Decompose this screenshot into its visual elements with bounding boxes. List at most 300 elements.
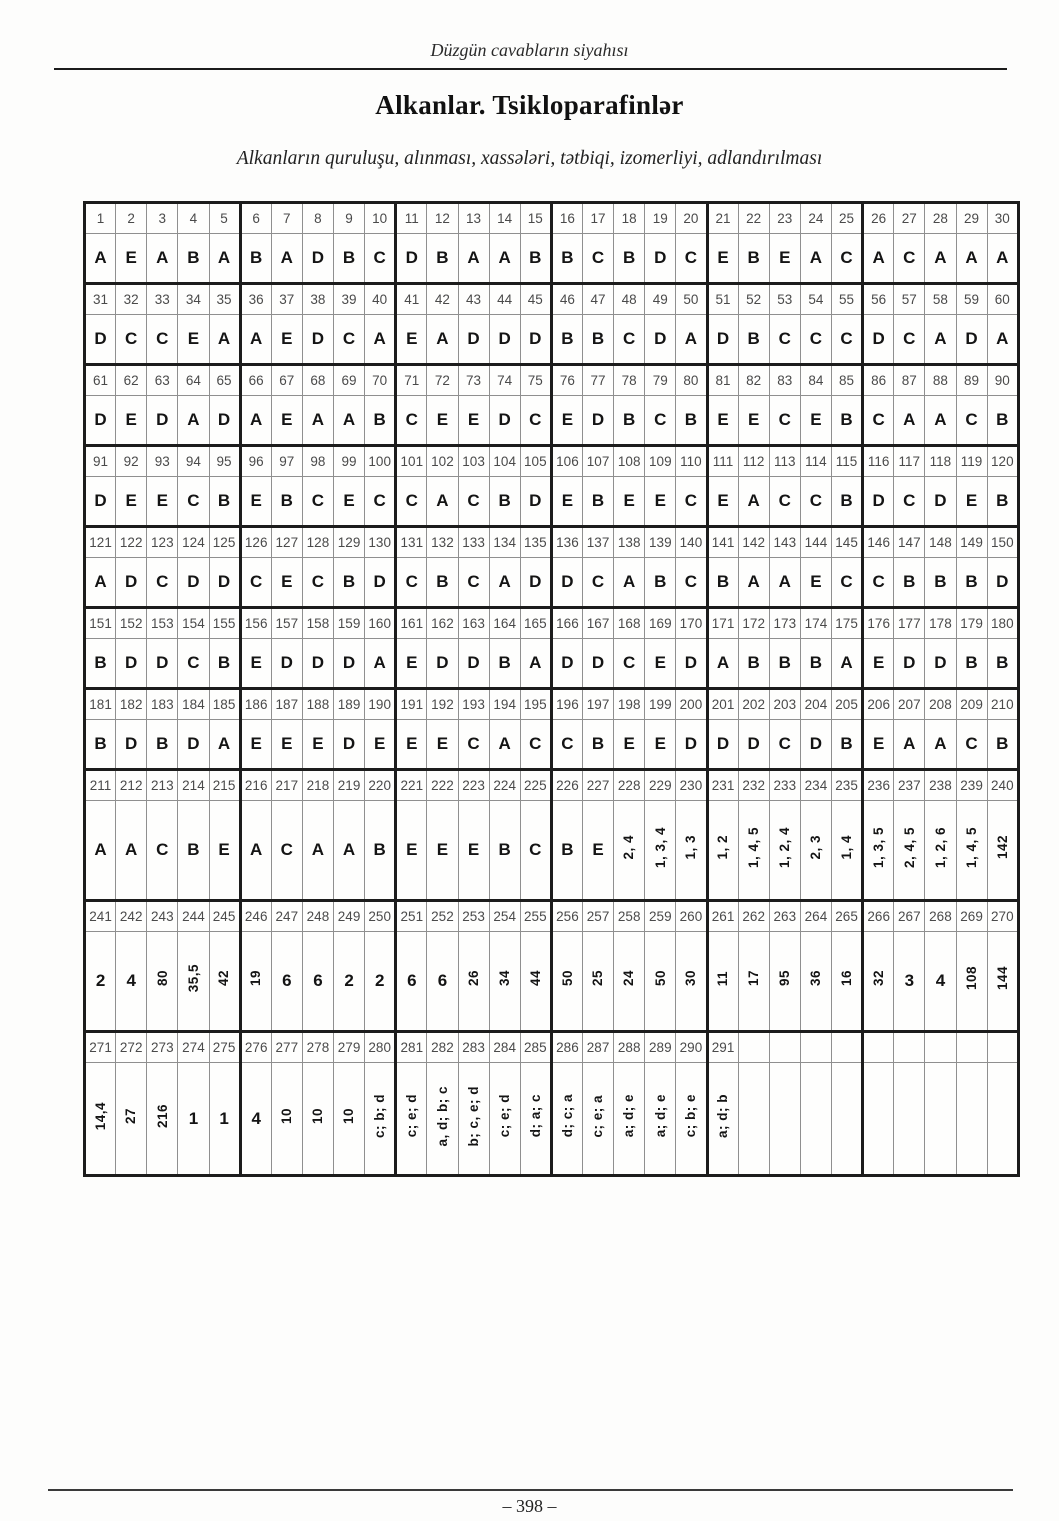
rotated-answer-text: a, d; b; c [434,1085,450,1147]
answer-cell: D [987,558,1018,608]
question-number-cell: 220 [365,770,396,801]
answer-cell: A [738,477,769,527]
answer-cell: B [365,396,396,446]
question-number-cell [738,1032,769,1063]
answer-cell [956,1063,987,1176]
question-number-cell: 270 [987,901,1018,932]
answer-cell: E [645,639,676,689]
question-number-cell: 255 [520,901,551,932]
question-number-cell: 235 [832,770,863,801]
question-number-cell: 130 [365,527,396,558]
question-number-cell: 224 [489,770,520,801]
question-number-cell: 64 [178,365,209,396]
question-number-cell: 77 [583,365,614,396]
rotated-answer-text: 1, 3, 5 [870,826,886,869]
question-number-cell: 200 [676,689,707,720]
question-number-cell: 1 [85,203,116,234]
answer-cell: C [676,234,707,284]
answer-cell [645,932,676,1032]
question-number-cell: 195 [520,689,551,720]
answer-cell: B [209,639,240,689]
question-number-cell: 75 [520,365,551,396]
rotated-answer-text: 10 [279,1107,295,1125]
answer-cell: A [85,234,116,284]
question-number-cell: 203 [769,689,800,720]
answer-cell: B [334,558,365,608]
question-number-cell: 69 [334,365,365,396]
answer-cell: D [302,639,333,689]
question-number-cell [800,1032,831,1063]
question-number-cell: 245 [209,901,240,932]
answer-cell: C [302,558,333,608]
page-number: – 398 – [502,1496,557,1516]
question-number-cell: 151 [85,608,116,639]
answer-cell: C [365,477,396,527]
rotated-answer-text: 1, 4 [838,835,854,860]
question-number-cell: 267 [894,901,925,932]
answer-cell: A [614,558,645,608]
answer-cell [738,1063,769,1176]
answer-row [85,234,1019,284]
question-number-cell: 278 [302,1032,333,1063]
question-number-cell: 31 [85,284,116,315]
answer-cell: D [396,234,427,284]
answer-cell [178,932,209,1032]
answer-cell [707,801,738,901]
question-number-row [85,608,1019,639]
question-number-cell: 165 [520,608,551,639]
answers-table-body [85,203,1019,1176]
question-number-cell: 208 [925,689,956,720]
answer-cell: A [769,558,800,608]
rotated-answer-text: 10 [310,1107,326,1125]
answer-cell: D [520,477,551,527]
question-number-cell: 192 [427,689,458,720]
question-number-cell: 90 [987,365,1018,396]
question-number-cell: 23 [769,203,800,234]
question-number-cell: 85 [832,365,863,396]
answer-cell: A [956,234,987,284]
answer-cell: C [894,315,925,365]
question-number-cell: 230 [676,770,707,801]
question-number-cell: 186 [240,689,271,720]
question-number-cell: 154 [178,608,209,639]
answer-cell: E [458,396,489,446]
answer-cell: D [116,720,147,770]
question-number-cell: 10 [365,203,396,234]
question-number-cell: 201 [707,689,738,720]
answer-cell: E [800,396,831,446]
question-number-cell: 290 [676,1032,707,1063]
question-number-cell: 236 [863,770,894,801]
answer-row [85,558,1019,608]
answer-cell: D [427,639,458,689]
question-number-row [85,446,1019,477]
answer-cell: A [147,234,178,284]
question-number-cell: 187 [271,689,302,720]
answer-row [85,801,1019,901]
answer-cell: B [551,315,582,365]
question-number-cell: 120 [987,446,1018,477]
answer-cell: A [271,234,302,284]
answer-cell: E [863,720,894,770]
question-number-cell: 222 [427,770,458,801]
answer-cell: E [271,315,302,365]
answer-cell: A [863,234,894,284]
question-number-cell: 112 [738,446,769,477]
question-number-cell [987,1032,1018,1063]
answer-cell: A [427,315,458,365]
rotated-answer-text: 108 [963,966,979,991]
question-number-cell: 45 [520,284,551,315]
rotated-answer-text: 34 [496,970,512,987]
answer-cell: D [738,720,769,770]
rotated-answer-text: 42 [216,970,232,987]
answer-cell: D [365,558,396,608]
question-number-cell: 199 [645,689,676,720]
answer-cell: E [271,720,302,770]
question-number-cell: 119 [956,446,987,477]
question-number-cell: 274 [178,1032,209,1063]
question-number-cell: 275 [209,1032,240,1063]
answer-cell: 1 [178,1063,209,1176]
rotated-answer-text: 17 [745,970,761,987]
question-number-cell: 244 [178,901,209,932]
answer-cell: A [925,396,956,446]
answer-cell: A [85,801,116,901]
answer-cell: D [334,639,365,689]
question-number-cell: 33 [147,284,178,315]
answer-cell: A [520,639,551,689]
answer-cell [365,1063,396,1176]
answer-cell: 3 [894,932,925,1032]
answer-cell: C [614,315,645,365]
answer-cell [583,1063,614,1176]
answer-cell [956,932,987,1032]
answer-cell: D [302,234,333,284]
question-number-cell: 136 [551,527,582,558]
question-number-cell: 212 [116,770,147,801]
answer-cell: B [738,234,769,284]
answer-cell: B [147,720,178,770]
question-number-cell: 22 [738,203,769,234]
answer-cell: B [614,396,645,446]
answer-cell: E [365,720,396,770]
answer-cell: C [147,558,178,608]
rotated-answer-text: c; e; d [404,1094,420,1138]
question-number-cell: 250 [365,901,396,932]
answer-cell: C [894,234,925,284]
question-number-cell: 138 [614,527,645,558]
question-number-cell: 18 [614,203,645,234]
question-number-cell: 284 [489,1032,520,1063]
answer-cell [520,1063,551,1176]
answer-cell: C [520,720,551,770]
answer-cell: E [302,720,333,770]
question-number-cell [925,1032,956,1063]
question-number-cell: 258 [614,901,645,932]
question-number-cell: 246 [240,901,271,932]
question-number-cell: 184 [178,689,209,720]
answer-cell: B [925,558,956,608]
question-number-cell: 171 [707,608,738,639]
question-number-cell: 141 [707,527,738,558]
rotated-answer-text: 1, 3, 4 [652,826,668,869]
answer-cell: C [769,720,800,770]
question-number-cell: 276 [240,1032,271,1063]
question-number-cell: 6 [240,203,271,234]
answer-cell [551,1063,582,1176]
answer-cell: D [178,558,209,608]
question-number-row [85,365,1019,396]
answer-row [85,396,1019,446]
answer-cell [707,1063,738,1176]
question-number-cell: 263 [769,901,800,932]
question-number-cell: 251 [396,901,427,932]
question-number-cell: 259 [645,901,676,932]
answer-cell: A [894,396,925,446]
rotated-answer-text: 24 [621,970,637,987]
answer-cell: A [925,234,956,284]
question-number-cell: 146 [863,527,894,558]
answer-cell: E [614,720,645,770]
answer-cell: E [116,234,147,284]
question-number-cell: 25 [832,203,863,234]
answer-cell [116,1063,147,1176]
answer-cell: B [551,234,582,284]
answer-cell: D [116,639,147,689]
question-number-row [85,901,1019,932]
question-number-cell: 188 [302,689,333,720]
answer-cell: B [987,639,1018,689]
question-number-cell: 70 [365,365,396,396]
question-number-cell: 100 [365,446,396,477]
answer-cell: C [769,477,800,527]
answer-cell: D [334,720,365,770]
question-number-cell: 242 [116,901,147,932]
answer-cell [427,1063,458,1176]
answer-cell: B [427,234,458,284]
rotated-answer-text: 44 [527,970,543,987]
question-number-cell: 281 [396,1032,427,1063]
question-number-cell: 162 [427,608,458,639]
answer-row [85,1063,1019,1176]
answer-cell: C [832,558,863,608]
answer-cell [396,1063,427,1176]
answer-cell: C [458,720,489,770]
answer-cell: B [738,639,769,689]
rotated-answer-text: c; b; e [683,1094,699,1138]
answer-cell: C [334,315,365,365]
answer-cell [551,932,582,1032]
answer-cell: B [583,720,614,770]
question-number-cell: 3 [147,203,178,234]
question-number-cell: 133 [458,527,489,558]
answer-cell: C [178,639,209,689]
answer-cell: E [956,477,987,527]
answer-cell: C [396,396,427,446]
question-number-cell: 79 [645,365,676,396]
question-number-cell: 183 [147,689,178,720]
answer-cell [800,932,831,1032]
answer-cell: A [987,315,1018,365]
question-number-cell: 260 [676,901,707,932]
question-number-cell: 238 [925,770,956,801]
question-number-cell: 261 [707,901,738,932]
question-number-cell: 161 [396,608,427,639]
answer-cell: B [365,801,396,901]
question-number-cell: 86 [863,365,894,396]
question-number-cell: 166 [551,608,582,639]
answer-cell [738,932,769,1032]
question-number-cell: 93 [147,446,178,477]
answer-cell: 6 [427,932,458,1032]
question-number-cell: 65 [209,365,240,396]
answer-cell [738,801,769,901]
answer-cell: D [85,315,116,365]
question-number-cell: 206 [863,689,894,720]
rotated-answer-text: a; d; b [715,1094,731,1138]
answer-cell: C [302,477,333,527]
question-number-cell: 140 [676,527,707,558]
answer-cell: 4 [116,932,147,1032]
answer-cell: C [240,558,271,608]
rotated-answer-text: 95 [777,970,793,987]
question-number-cell: 92 [116,446,147,477]
answer-cell: A [85,558,116,608]
question-number-cell: 253 [458,901,489,932]
rotated-answer-text: 14,4 [92,1101,108,1131]
answer-cell: C [365,234,396,284]
question-number-cell: 67 [271,365,302,396]
answer-cell [800,1063,831,1176]
answer-cell: D [209,396,240,446]
answer-cell [520,932,551,1032]
answer-cell: A [365,639,396,689]
question-number-cell: 125 [209,527,240,558]
answer-cell [894,1063,925,1176]
answer-cell [925,1063,956,1176]
question-number-cell: 27 [894,203,925,234]
question-number-cell: 129 [334,527,365,558]
answer-cell: A [302,801,333,901]
answer-cell: A [365,315,396,365]
question-number-cell: 285 [520,1032,551,1063]
answer-cell: B [271,477,302,527]
running-header: Düzgün cavabların siyahısı [430,40,629,60]
rotated-answer-text: 144 [994,966,1010,991]
question-number-cell: 144 [800,527,831,558]
question-number-cell: 269 [956,901,987,932]
answer-cell: C [956,720,987,770]
question-number-cell: 264 [800,901,831,932]
question-number-cell: 280 [365,1032,396,1063]
question-number-cell: 218 [302,770,333,801]
question-number-cell: 282 [427,1032,458,1063]
question-number-cell: 225 [520,770,551,801]
question-number-cell: 55 [832,284,863,315]
answer-cell: C [863,558,894,608]
answer-cell: B [489,477,520,527]
question-number-cell: 156 [240,608,271,639]
answer-cell: E [738,396,769,446]
answer-cell: A [707,639,738,689]
answer-cell: A [240,315,271,365]
rotated-answer-text: a; d; e [621,1094,637,1138]
question-number-cell: 54 [800,284,831,315]
question-number-cell: 132 [427,527,458,558]
answer-cell: E [645,720,676,770]
question-number-cell: 40 [365,284,396,315]
question-number-cell: 41 [396,284,427,315]
answer-cell: D [209,558,240,608]
question-number-cell: 5 [209,203,240,234]
answer-cell: C [614,639,645,689]
answer-cell: B [178,234,209,284]
question-number-cell: 26 [863,203,894,234]
question-number-cell: 113 [769,446,800,477]
question-number-cell: 173 [769,608,800,639]
question-number-cell: 272 [116,1032,147,1063]
answer-cell: A [987,234,1018,284]
question-number-cell: 59 [956,284,987,315]
rotated-answer-text: d; a; c [527,1094,543,1138]
question-number-cell: 163 [458,608,489,639]
rotated-answer-text: 1, 2, 6 [932,826,948,869]
answer-cell [583,932,614,1032]
question-number-cell: 167 [583,608,614,639]
answer-cell [769,1063,800,1176]
rotated-answer-text: c; e; d [496,1094,512,1138]
answer-cell: D [85,477,116,527]
rotated-answer-text: 27 [123,1107,139,1125]
question-number-cell: 198 [614,689,645,720]
answer-cell: E [334,477,365,527]
answer-cell: E [707,396,738,446]
question-number-cell: 51 [707,284,738,315]
question-number-cell: 265 [832,901,863,932]
question-number-cell: 58 [925,284,956,315]
rotated-answer-text: 1, 2, 4 [777,826,793,869]
answer-cell: A [800,234,831,284]
answer-cell: B [334,234,365,284]
question-number-cell: 207 [894,689,925,720]
answer-cell: 1 [209,1063,240,1176]
answer-cell: C [583,558,614,608]
question-number-cell: 197 [583,689,614,720]
answer-cell: 2 [85,932,116,1032]
answer-cell: E [645,477,676,527]
question-number-cell: 214 [178,770,209,801]
question-number-cell: 279 [334,1032,365,1063]
question-number-cell: 266 [863,901,894,932]
question-number-cell: 194 [489,689,520,720]
answer-cell: E [863,639,894,689]
question-number-cell: 43 [458,284,489,315]
answer-cell: 2 [365,932,396,1032]
answer-cell [614,1063,645,1176]
answer-cell: B [987,720,1018,770]
question-number-cell: 104 [489,446,520,477]
rotated-answer-text: 11 [715,970,731,987]
answer-cell: B [209,477,240,527]
question-number-cell: 247 [271,901,302,932]
question-number-cell [769,1032,800,1063]
answer-cell: A [209,234,240,284]
answer-cell [489,1063,520,1176]
question-number-cell: 21 [707,203,738,234]
question-number-cell: 114 [800,446,831,477]
